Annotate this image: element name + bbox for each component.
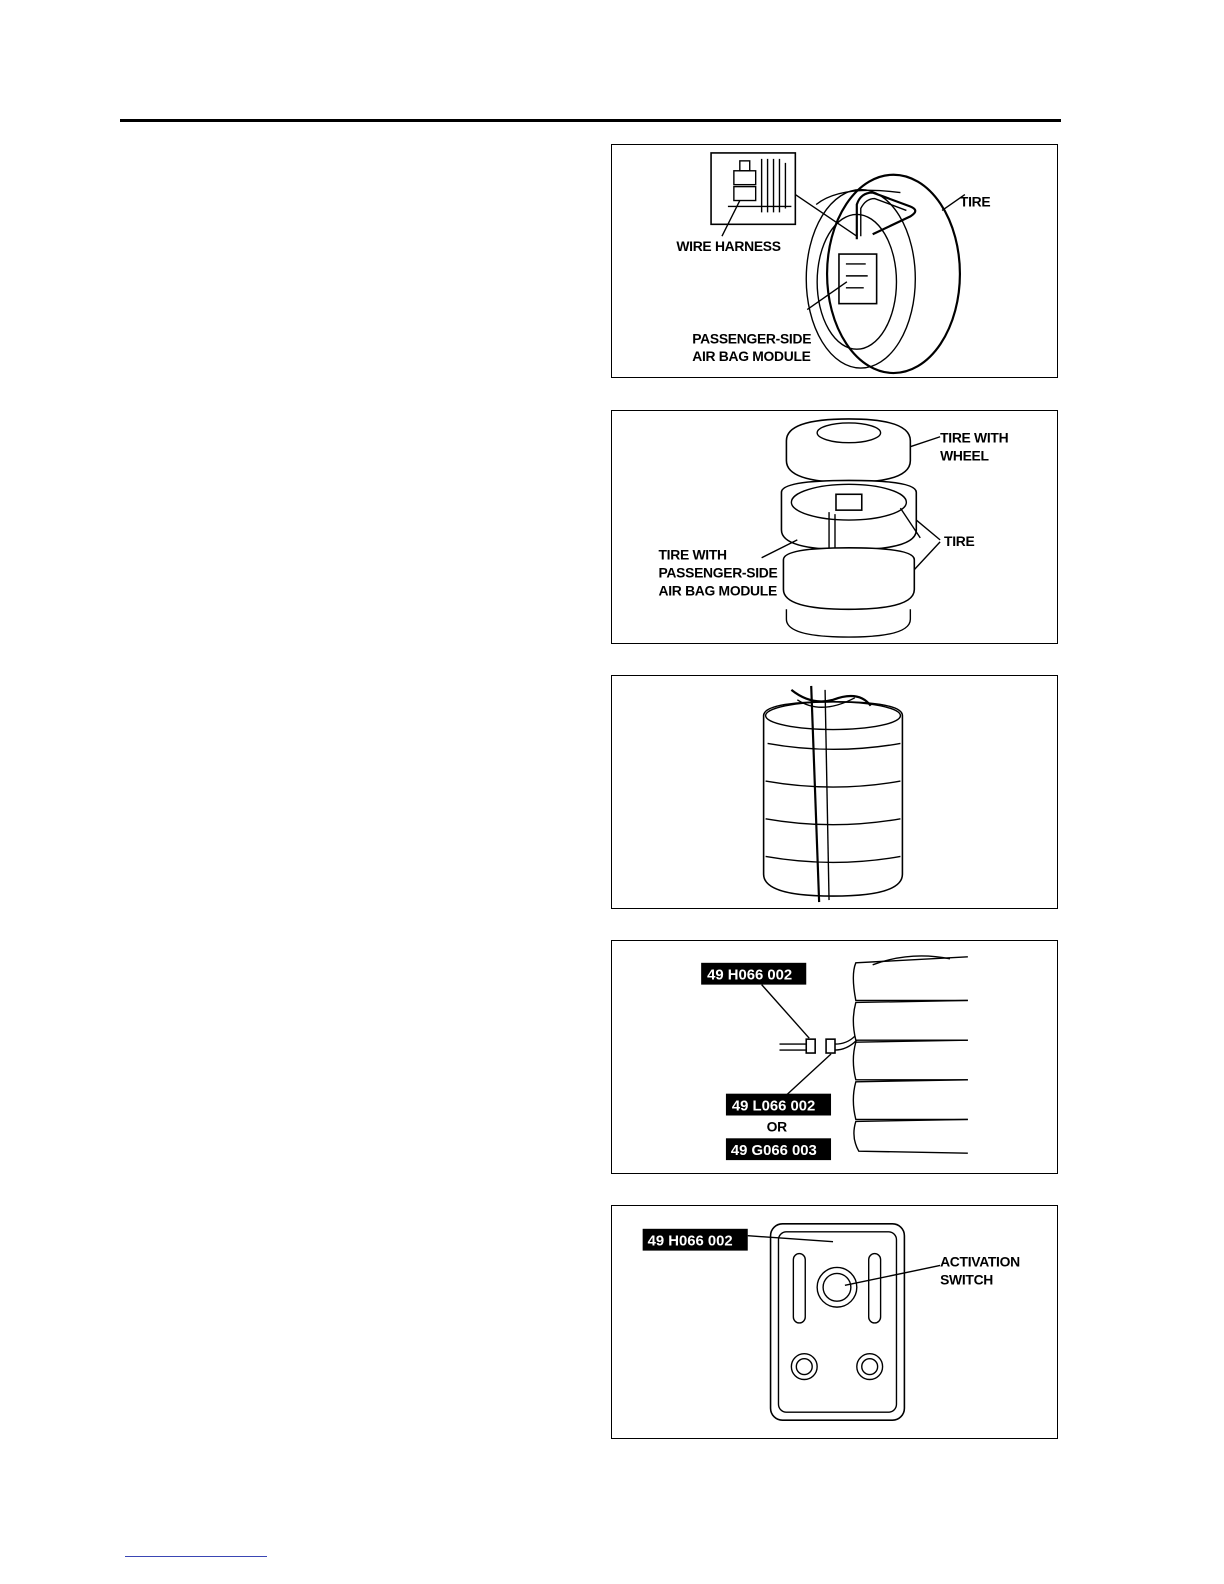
figure-tool-connection bbox=[611, 940, 1058, 1174]
wire-harness-inset bbox=[711, 153, 795, 224]
tool-device-outer bbox=[771, 1224, 905, 1420]
label-tire-with-module-3: AIR BAG MODULE bbox=[658, 582, 777, 599]
label-activation-1: ACTIVATION bbox=[940, 1253, 1020, 1270]
tool-top-label: 49 H066 002 bbox=[707, 967, 793, 984]
label-tire-with-module-2: PASSENGER-SIDE bbox=[658, 564, 778, 581]
label-module-line1: PASSENGER-SIDE bbox=[692, 330, 812, 347]
connector-left bbox=[806, 1039, 815, 1053]
figure-3-illustration bbox=[612, 676, 1057, 908]
tire-with-wheel-shape bbox=[786, 419, 910, 482]
figure-activation-switch bbox=[611, 1205, 1058, 1439]
footer-link-underline[interactable] bbox=[125, 1556, 267, 1557]
label-tire: TIRE bbox=[944, 532, 975, 549]
tire-stack-shape bbox=[764, 702, 903, 896]
label-tire-with-wheel-2: WHEEL bbox=[940, 447, 989, 464]
label-or: OR bbox=[766, 1118, 787, 1135]
connector-right bbox=[826, 1039, 835, 1053]
label-tire-with-wheel-1: TIRE WITH bbox=[940, 429, 1009, 446]
figure-4-illustration bbox=[612, 941, 1057, 1173]
tool-mid-label: 49 L066 002 bbox=[731, 1098, 816, 1115]
tool-label: 49 H066 002 bbox=[647, 1233, 733, 1250]
figure-wire-harness bbox=[611, 144, 1058, 378]
label-module-line2: AIR BAG MODULE bbox=[692, 348, 811, 365]
tire-with-module-shape bbox=[781, 480, 916, 549]
label-tire: TIRE bbox=[959, 193, 991, 210]
tool-bottom-label: 49 G066 003 bbox=[730, 1143, 817, 1160]
label-wire-harness: WIRE HARNESS bbox=[676, 238, 781, 255]
figure-5-illustration bbox=[612, 1206, 1057, 1438]
figure-tire-stack bbox=[611, 410, 1058, 644]
airbag-module-shape bbox=[839, 254, 877, 304]
figure-1-illustration bbox=[612, 145, 1057, 377]
label-tire-with-module-1: TIRE WITH bbox=[658, 546, 727, 563]
header-rule bbox=[120, 119, 1061, 122]
label-activation-2: SWITCH bbox=[940, 1271, 994, 1288]
figure-tied-stack bbox=[611, 675, 1058, 909]
figure-2-illustration bbox=[612, 411, 1057, 643]
